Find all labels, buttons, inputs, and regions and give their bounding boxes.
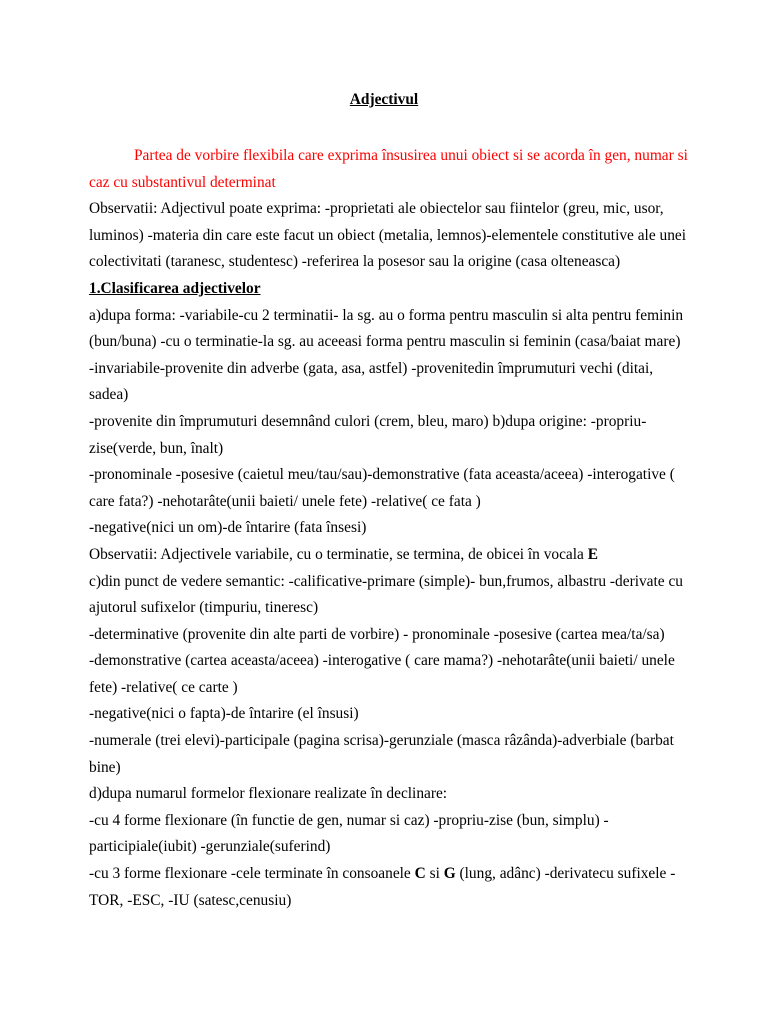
negative-paragraph: -negative(nici un om)-de întarire (fata însesi) (89, 519, 367, 537)
vocala-e: E (587, 545, 598, 563)
negative-2-paragraph: -negative(nici o fapta)-de întarire (el însusi) (89, 705, 359, 723)
invariabile-paragraph: -invariabile-provenite din adverbe (gata, asa, astfel) -provenitedin împrumuturi vechi (ditai, sadea) (89, 359, 654, 404)
consoana-g: G (443, 865, 456, 883)
three-forms-text-a: -cu 3 forme flexionare -cele terminate în consoanele (89, 865, 415, 883)
determinative-paragraph: -determinative (provenite din alte parti de vorbire) - pronominale -posesive (cartea mea/ta/sa) (89, 625, 665, 643)
pronominale-paragraph: -pronominale -posesive (caietul meu/tau/sau)-demonstrative (fata aceasta/aceea) -interogative ( care fata?) -nehotarâte(unii baieti/ unele fete) -relative( ce fata ) (89, 466, 675, 510)
observatii-paragraph: Observatii: Adjectivul poate exprima: -proprietati ale obiectelor sau fiintelor (greu, mic, usor, luminos) -materia din care este facut un obiect (metalia, lemnos)-elementele constitutive ale unei colectivitati (taranesc, studentesc) -referirea la posesor sau la origine (casa olteneasca) (89, 200, 687, 271)
three-forms-paragraph (89, 861, 689, 914)
semantic-paragraph: c)din punct de vedere semantic: -calificative-primare (simple)- bun,frumos, albastru -derivate cu ajutorul sufixelor (timpuriu, tineresc) (89, 572, 683, 617)
observatii-2-text: Observatii: Adjectivele variabile, cu o terminatie, se termina, de obicei în vocala (89, 545, 588, 563)
definition-paragraph: Partea de vorbire flexibila care exprima însusirea unui obiect si se acorda în gen, numar si caz cu substantivul determinat (89, 147, 688, 191)
document-title: Adjectivul (349, 91, 419, 108)
forma-paragraph: a)dupa forma: -variabile-cu 2 terminatii- la sg. au o forma pentru masculin si alta pentru feminin (bun/buna) -cu o terminatie-la sg. au aceeasi forma pentru masculin si feminin (casa/baiat mare) (89, 306, 684, 351)
four-forms-paragraph: -cu 4 forme flexionare (în functie de gen, numar si caz) -propriu-zise (bun, simplu) -participiale(iubit) -gerunziale(suferind) (89, 811, 609, 856)
section-heading: 1.Clasificarea adjectivelor (89, 279, 261, 297)
demonstrative-paragraph: -demonstrative (cartea aceasta/aceea) -interogative ( care mama?) -nehotarâte(unii baieti/ unele fete) -relative( ce carte ) (89, 652, 675, 696)
numerale-paragraph: -numerale (trei elevi)-participale (pagina scrisa)-gerunziale (masca râzânda)-adverbiale (barbat bine) (89, 732, 674, 776)
culori-paragraph: -provenite din împrumuturi desemnând culori (crem, bleu, maro) b)dupa origine: -propriu-zise(verde, bun, înalt) (89, 412, 647, 457)
observatii-2-paragraph (89, 542, 689, 569)
consoana-c: C (414, 865, 426, 883)
three-forms-text-b: (lung, adânc) -derivatecu sufixele -TOR, -ESC, -IU (satesc,cenusiu) (89, 865, 676, 909)
document-body (89, 143, 689, 914)
flexionare-paragraph: d)dupa numarul formelor flexionare realizate în declinare: (89, 785, 448, 803)
three-forms-si: si (425, 865, 444, 883)
